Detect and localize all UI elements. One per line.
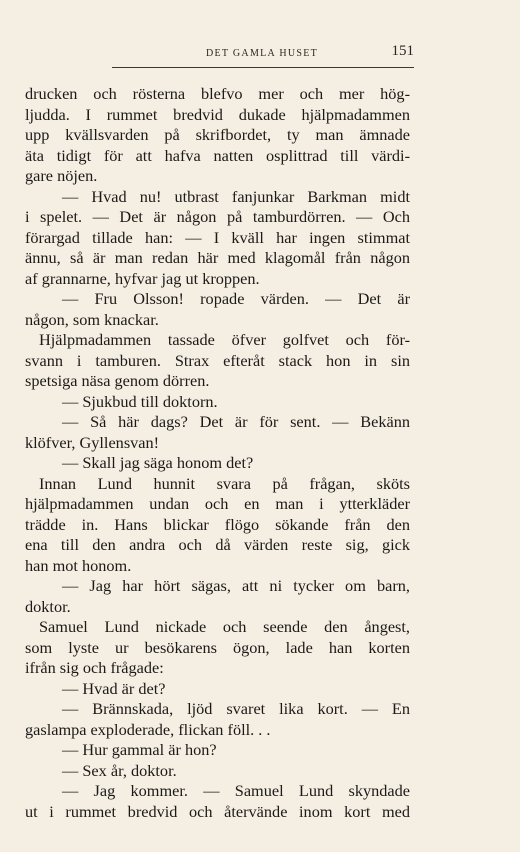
- text-line: doktor.: [25, 596, 71, 616]
- running-title: DET GAMLA HUSET: [205, 48, 319, 59]
- text-line: Hjälpmadammen tassade öfver golfvet och för-: [39, 330, 410, 349]
- text-line: gaslampa exploderade, flickan föll. . .: [25, 719, 271, 739]
- text-line: gare nöjen.: [25, 166, 98, 185]
- text-line: upp kvällsvarden på skrifbordet, ty man ämnade: [25, 125, 410, 144]
- text-line: drucken och rösterna blefvo mer och mer hög-: [25, 84, 410, 103]
- text-line: förargad tillade han: — I kväll har ingen stimmat: [25, 227, 410, 247]
- text-line: någon, som knackar.: [25, 309, 159, 329]
- text-line: spetsiga näsa genom dörren.: [25, 371, 210, 390]
- body-text: [25, 84, 410, 822]
- text-line: ännu, så är man redan här med klagomål från någon: [25, 248, 410, 267]
- text-line: trädde in. Hans blickar flögo sökande från den: [25, 514, 410, 534]
- text-line: ut i rummet bredvid och återvände inom kort med: [25, 801, 410, 821]
- text-line: — Så här dags? Det är för sent. — Bekänn: [62, 412, 410, 431]
- text-line: — Sjukbud till doktorn.: [62, 391, 218, 411]
- text-line: — Jag har hört sägas, att ni tycker om barn,: [62, 576, 410, 595]
- text-line: — Fru Olsson! ropade värden. — Det är: [62, 289, 410, 308]
- text-line: — Sex år, doktor.: [62, 760, 177, 780]
- text-line: klöfver, Gyllensvan!: [25, 432, 160, 452]
- text-line: ljudda. I rummet bredvid dukade hjälpmadammen: [25, 104, 410, 124]
- text-line: — Hur gammal är hon?: [62, 740, 217, 759]
- text-line: — Hvad är det?: [62, 678, 166, 698]
- text-line: ena till den andra och då värden reste sig, gick: [25, 535, 410, 554]
- text-line: ifrån sig och frågade:: [25, 658, 164, 677]
- text-line: — Jag kommer. — Samuel Lund skyndade: [62, 781, 410, 800]
- page-number: 151: [391, 43, 414, 59]
- text-line: hjälpmadammen undan och en man i ytterkläder: [25, 494, 410, 513]
- text-line: svann i tamburen. Strax efteråt stack hon in sin: [25, 350, 410, 370]
- text-line: — Brännskada, ljöd svaret lika kort. — En: [62, 699, 410, 718]
- text-line: i spelet. — Det är någon på tamburdörren. — Och: [25, 207, 410, 226]
- text-line: Innan Lund hunnit svara på frågan, sköts: [39, 473, 410, 493]
- text-line: — Skall jag säga honom det?: [62, 453, 254, 472]
- text-line: äta tidigt för att hafva natten osplittrad till värdi-: [25, 145, 410, 165]
- text-line: af grannarne, hyfvar jag ut kroppen.: [25, 268, 260, 288]
- text-line: Samuel Lund nickade och seende den ångest,: [39, 617, 410, 636]
- text-line: som lyste ur besökarens ögon, lade han korten: [25, 637, 410, 657]
- text-line: han mot honom.: [25, 555, 132, 575]
- header-rule: [112, 67, 414, 68]
- text-line: — Hvad nu! utbrast fanjunkar Barkman midt: [62, 186, 410, 206]
